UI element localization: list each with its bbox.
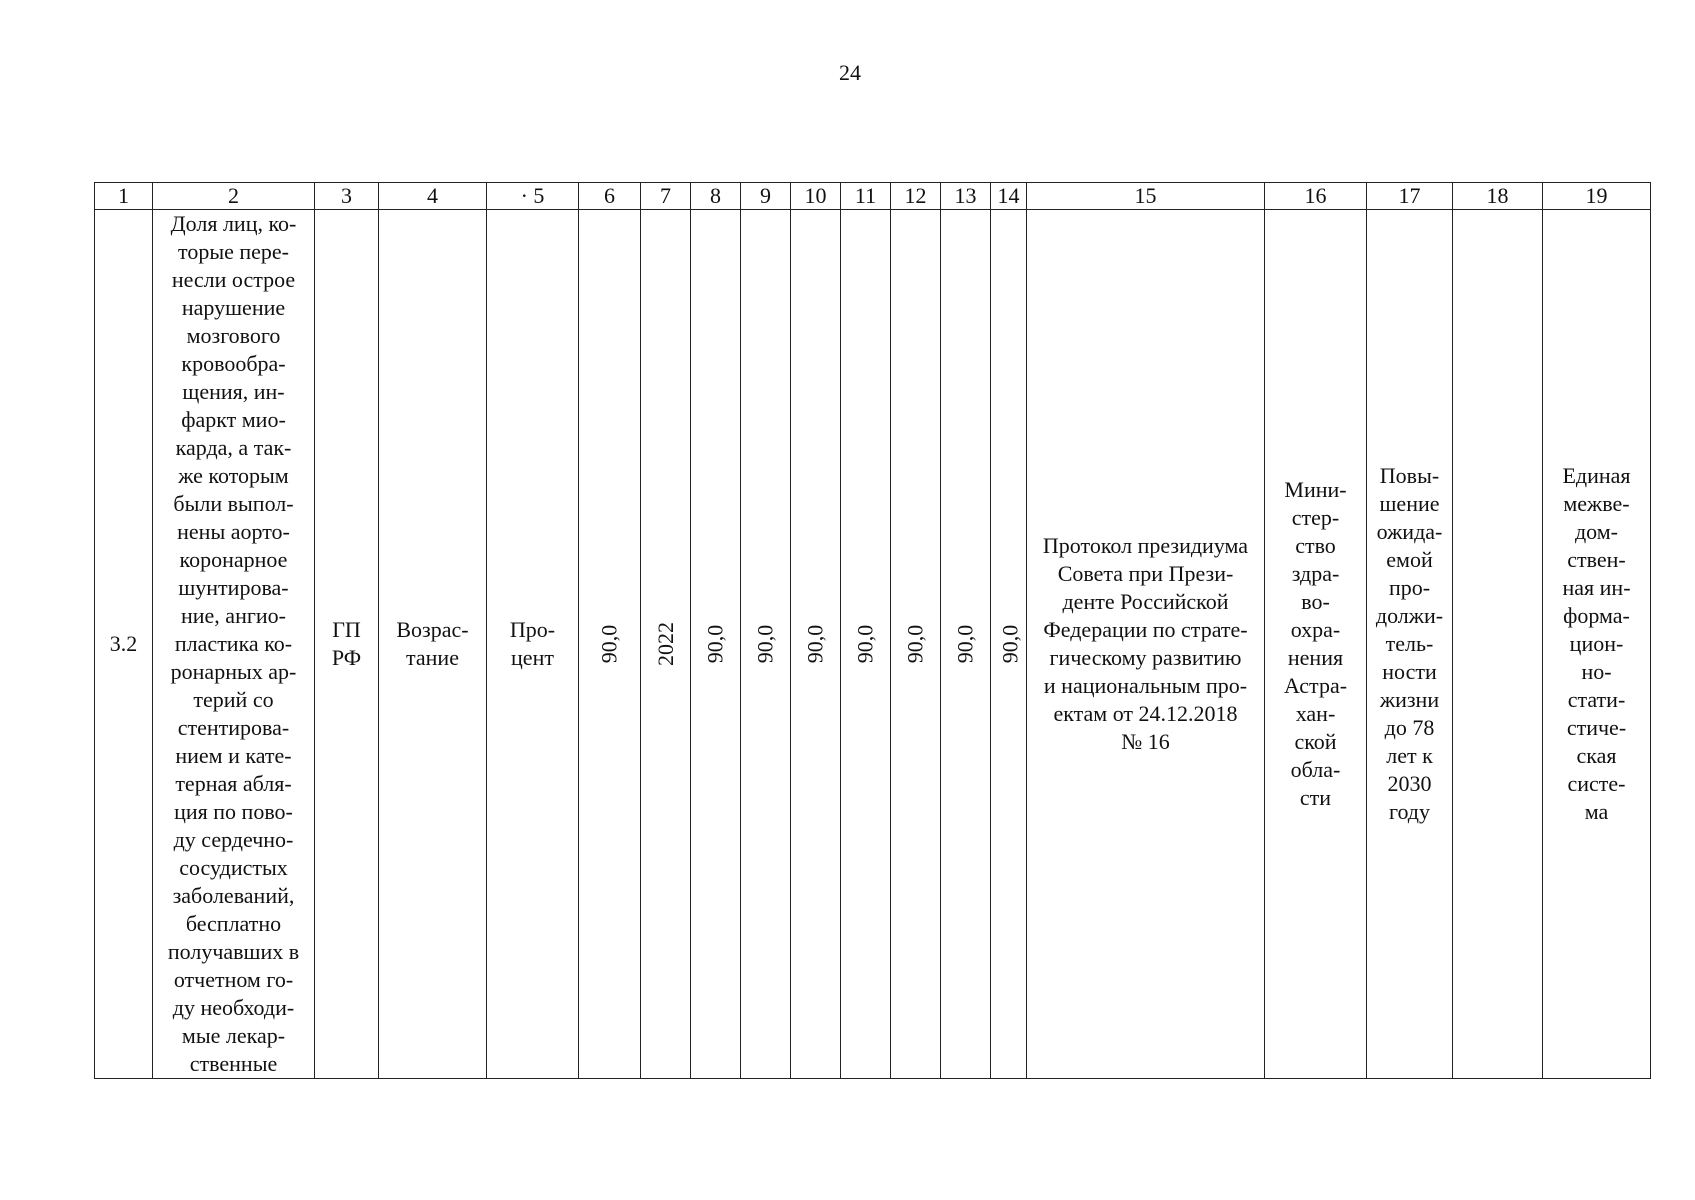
column-header: 13	[941, 183, 991, 210]
table-row	[95, 210, 1651, 1079]
indicator-name-cell: Доля лиц, ко- торые пере- несли острое нарушение мозгового кровообра- щения, ин- фаркт мио- карда, а так- же которым были выпол- нены аорто- коронарное шунтирова- ние, ангио- пластика ко- ронарных ар- терий со стентирова- нием и кате- терная абля- ция по пово- ду сердечно- сосудистых заболеваний, бесплатно получавших в отчетном го- ду необходи- мые лекар- ственные	[153, 210, 315, 1079]
column-header: 18	[1453, 183, 1543, 210]
column-header: 11	[841, 183, 891, 210]
value-cell: 90,0	[991, 210, 1027, 1079]
value-cell: 90,0	[741, 210, 791, 1079]
unit-cell: Про- цент	[487, 210, 579, 1079]
source-cell: ГП РФ	[315, 210, 379, 1079]
column-header: 2	[153, 183, 315, 210]
page-number: 24	[839, 60, 861, 85]
goal-cell: Повы- шение ожида- емой про- должи- тель- ности жизни до 78 лет к 2030 году	[1367, 210, 1453, 1079]
column-header: 1	[95, 183, 153, 210]
column-header: 8	[691, 183, 741, 210]
column-header: 10	[791, 183, 841, 210]
column-header: 4	[379, 183, 487, 210]
value-cell: 90,0	[691, 210, 741, 1079]
responsible-cell: Мини- стер- ство здра- во- охра- нения Астра- хан- ской обла- сти	[1265, 210, 1367, 1079]
document-basis-cell: Протокол президиума Совета при Прези- денте Российской Федерации по страте- гическому развитию и национальным про- ектам от 24.12.2018 № 16	[1027, 210, 1265, 1079]
column-header: · 5	[487, 183, 579, 210]
empty-cell	[1453, 210, 1543, 1079]
value-cell: 90,0	[791, 210, 841, 1079]
column-header: 6	[579, 183, 641, 210]
trend-cell: Возрас- тание	[379, 210, 487, 1079]
value-cell: 90,0	[891, 210, 941, 1079]
header-row	[95, 183, 1651, 210]
column-header: 19	[1543, 183, 1651, 210]
column-header: 12	[891, 183, 941, 210]
value-cell: 90,0	[841, 210, 891, 1079]
column-header: 15	[1027, 183, 1265, 210]
column-header: 9	[741, 183, 791, 210]
column-header: 7	[641, 183, 691, 210]
indicator-table	[94, 182, 1651, 1079]
info-system-cell: Единая межве- дом- ствен- ная ин- форма- цион- но- стати- стиче- ская систе- ма	[1543, 210, 1651, 1079]
year-cell: 2022	[641, 210, 691, 1079]
column-header: 14	[991, 183, 1027, 210]
column-header: 16	[1265, 183, 1367, 210]
value-cell: 90,0	[941, 210, 991, 1079]
column-header: 3	[315, 183, 379, 210]
column-header: 17	[1367, 183, 1453, 210]
value-cell: 90,0	[579, 210, 641, 1079]
row-number-cell: 3.2	[95, 210, 153, 1079]
